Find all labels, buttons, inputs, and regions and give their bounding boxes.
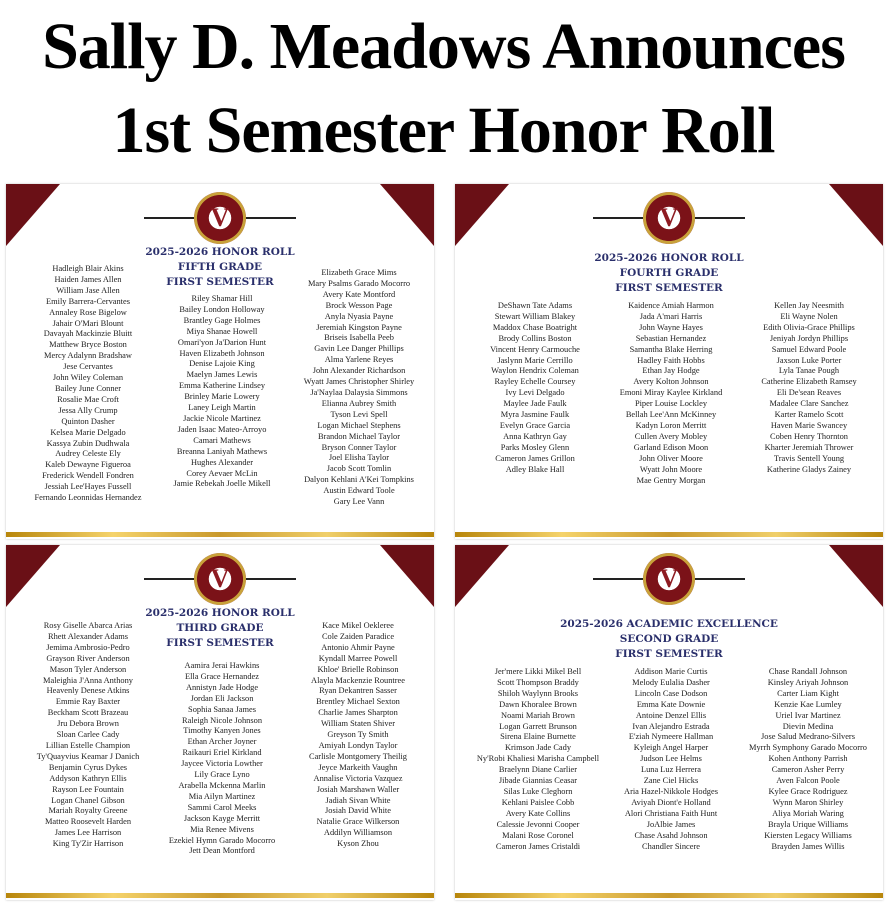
honor-roll-panel-second-grade [455, 545, 883, 900]
student-name: Mae Gentry Morgan [636, 475, 706, 485]
student-name: Matteo Roosevelt Harden [44, 817, 132, 827]
student-name: Waylon Hendrix Coleman [491, 366, 579, 376]
student-name: Haven Elizabeth Johnson [179, 348, 265, 358]
student-name: Jese Cervantes [63, 362, 113, 372]
student-name: Bailey London Holloway [179, 304, 265, 314]
student-name: Riley Shamar Hill [191, 294, 253, 303]
title-line: FIRST SEMESTER [615, 282, 723, 294]
student-name: Evelyn Grace Garcia [499, 420, 571, 430]
student-name: Tyson Levi Spell [330, 409, 388, 419]
student-name: Sloan Carlee Cady [56, 730, 120, 740]
student-name: Quinton Dasher [61, 416, 115, 426]
student-name: Chandler Sincere [642, 841, 700, 851]
student-name: Matthew Bryce Boston [49, 340, 127, 350]
student-name: Dawn Khoralee Brown [499, 699, 577, 709]
student-name: Beckham Scott Brazeau [47, 708, 129, 718]
title-line: FIFTH GRADE [177, 261, 263, 273]
student-name: Coben Henry Thornton [769, 431, 848, 441]
gold-border [455, 532, 883, 537]
student-name: Greyson Ty Smith [327, 730, 389, 740]
student-name: Annaley Rose Bigelow [49, 307, 127, 317]
student-name: Mia Renee Mivens [190, 824, 254, 834]
student-name: Ella Grace Hernandez [185, 671, 259, 681]
student-name: Antoine Denzel Ellis [635, 710, 707, 720]
student-name: Malani Rose Coronel [502, 830, 574, 840]
student-name: Rayley Echelle Coursey [494, 377, 576, 387]
name-column-2 [152, 294, 292, 490]
student-name: Brandon Michael Taylor [317, 431, 401, 441]
gold-border [6, 893, 434, 898]
student-name: Alayla Mackenzie Rountree [311, 675, 405, 685]
student-name: Sebastian Hernandez [635, 333, 707, 343]
student-name: Eli Wayne Nolen [780, 311, 838, 321]
student-name: Carlisle Montgomery Theilig [308, 751, 407, 761]
panel-title [455, 617, 883, 662]
divider-rule [690, 578, 745, 580]
student-name: Kiersten Legacy Williams [764, 830, 852, 840]
student-name: Jordan Eli Jackson [190, 693, 254, 703]
student-name: Logan Michael Stephens [317, 420, 401, 430]
title-line: FIRST SEMESTER [615, 648, 723, 660]
title-line: 2025-2026 HONOR ROLL [145, 246, 295, 258]
student-name: Kyson Zhou [337, 839, 379, 849]
student-name: E'ziah Nymeere Hallman [628, 732, 714, 742]
student-name: Anyla Nyasia Payne [324, 311, 394, 321]
student-name: Cameron James Cristaldi [495, 841, 581, 851]
ribbon-left [455, 184, 509, 246]
student-name: Calessie Jevonni Cooper [496, 819, 580, 829]
honor-roll-panel-third-grade [6, 545, 434, 900]
student-name: Hadley Faith Hobbs [637, 355, 705, 365]
student-name: Briseis Isabella Peeb [324, 333, 394, 343]
student-name: Brantley Gage Holmes [183, 315, 261, 325]
student-name: William Staten Shiver [320, 719, 396, 729]
name-column-3 [735, 667, 881, 852]
student-name: Fernando Leonnidas Hernandez [34, 493, 142, 503]
student-name: Kylee Grace Rodriguez [768, 786, 848, 796]
student-name: Charlie James Sharpton [318, 708, 398, 718]
student-name: Timothy Kanyen Jones [183, 726, 261, 736]
student-name: Kehlani Paislee Cobb [501, 797, 575, 807]
seal-initial: V [210, 203, 230, 232]
student-name: Kenzie Kae Lumley [774, 699, 842, 709]
gold-border [455, 893, 883, 898]
student-name: Kassya Zubin Dudhwala [46, 438, 130, 448]
student-name: Antonio Ahmir Payne [321, 642, 395, 652]
student-name: Maleighia J'Anna Anthony [43, 675, 133, 685]
student-name: Luna Luz Herrera [641, 765, 701, 775]
title-line: SECOND GRADE [619, 633, 719, 645]
student-name: Rosalie Mae Croft [57, 394, 119, 404]
student-name: Denise Lajoie King [189, 359, 255, 369]
student-name: Jeremiah Kingston Payne [316, 322, 402, 332]
student-name: Kinsley Ariyah Johnson [767, 677, 849, 687]
title-line: 2025-2026 ACADEMIC EXCELLENCE [560, 618, 778, 630]
headline-line2: 1st Semester Honor Roll [112, 94, 775, 167]
seal-initial: V [210, 564, 230, 593]
student-name: Jett Dean Montford [189, 846, 255, 856]
student-name: Breanna Laniyah Mathews [176, 446, 268, 456]
name-column-1 [463, 667, 613, 852]
title-line: THIRD GRADE [176, 622, 264, 634]
divider-rule [144, 578, 199, 580]
student-name: Braelynn Diane Carlier [498, 765, 578, 775]
student-name: Kellen Jay Neesmith [774, 301, 844, 310]
student-name: Corey Aevaer McLin [186, 468, 258, 478]
title-line: 2025-2026 HONOR ROLL [145, 607, 295, 619]
student-name: Bryson Conner Taylor [321, 442, 397, 452]
divider-rule [241, 217, 296, 219]
student-name: Kyleigh Angel Harper [633, 743, 709, 753]
school-seal-icon [643, 192, 695, 244]
student-name: Madalee Clare Sanchez [769, 399, 849, 409]
student-name: Jose Salud Medrano-Silvers [761, 732, 855, 742]
student-name: Rhett Alexander Adams [47, 631, 128, 641]
student-name: Kadyn Loron Merritt [635, 420, 707, 430]
student-name: Gary Lee Vann [333, 497, 385, 507]
student-name: Annalise Victoria Vazquez [313, 773, 403, 783]
student-name: Myrrh Symphony Garado Mocorro [749, 743, 867, 753]
student-name: Gavin Lee Danger Phillips [314, 344, 404, 354]
student-name: John Alexander Richardson [312, 366, 406, 376]
student-name: Lincoln Case Dodson [634, 688, 708, 698]
student-name: Jadiah Sivan White [325, 795, 391, 805]
student-name: Anna Kathryn Gay [503, 431, 567, 441]
student-name: Lillian Estelle Champion [45, 740, 131, 750]
student-name: Elianna Aubrey Smith [321, 398, 397, 408]
student-name: Arabella Mckenna Marlin [178, 780, 266, 790]
student-name: Karter Ramelo Scott [774, 410, 844, 420]
student-name: Jackson Kayge Merritt [183, 813, 261, 823]
seal-initial: V [659, 564, 679, 593]
name-column-3 [286, 268, 432, 508]
student-name: Kohen Anthony Parrish [768, 754, 848, 764]
student-name: Elizabeth Grace Mims [321, 268, 397, 277]
student-name: Lyla Tanae Pough [778, 366, 840, 376]
student-name: Benjamin Cyrus Dykes [48, 762, 128, 772]
ribbon-right [380, 545, 434, 607]
name-column-2 [599, 301, 743, 486]
student-name: Dalyon Kehlani A'Kei Tompkins [304, 475, 414, 485]
student-name: Kharter Jeremiah Thrower [764, 442, 854, 452]
student-name: Uriel Ivar Martinez [775, 710, 841, 720]
student-name: Maddox Chase Boatright [492, 322, 578, 332]
student-name: Mercy Adalynn Bradshaw [44, 351, 132, 361]
student-name: Haven Marie Swancey [770, 420, 848, 430]
student-name: Jessiah Lee'Hayes Fussell [44, 482, 132, 492]
student-name: Katherine Gladys Zainey [766, 464, 852, 474]
name-column-3 [737, 301, 881, 476]
seal-initial: V [659, 203, 679, 232]
student-name: Bailey June Conner [54, 383, 122, 393]
student-name: Noami Mariah Brown [501, 710, 575, 720]
student-name: Brayla Urique Williams [768, 819, 848, 829]
student-name: Laney Leigh Martin [188, 403, 256, 413]
name-column-1 [14, 621, 162, 850]
student-name: Avery Kate Collins [505, 808, 571, 818]
student-name: Edith Olivia-Grace Phillips [763, 322, 855, 332]
student-name: Jemima Ambrosio-Pedro [46, 642, 130, 652]
honor-roll-panel-fifth-grade [6, 184, 434, 539]
name-column-2 [601, 667, 741, 852]
student-name: Ethan Archer Joyner [187, 737, 257, 747]
student-name: Haiden James Allen [54, 274, 122, 284]
student-name: Brayden James Willis [771, 841, 845, 851]
student-name: Samantha Blake Herring [629, 344, 713, 354]
school-seal-icon [194, 192, 246, 244]
student-name: Audrey Celeste Ely [55, 449, 121, 459]
student-name: Mason Tyler Anderson [49, 664, 127, 674]
student-name: Travis Sentell Young [773, 453, 845, 463]
student-name: Zane Ciel Hicks [643, 776, 699, 786]
student-name: Annistyn Jade Hodge [185, 682, 259, 692]
student-name: Jru Debora Brown [57, 719, 119, 729]
student-name: Avery Kolton Johnson [633, 377, 709, 387]
student-name: Aamira Jerai Hawkins [184, 661, 260, 670]
student-name: Wynn Maron Shirley [772, 797, 844, 807]
student-name: Kyndall Marree Powell [318, 653, 398, 663]
student-name: Ezekiel Hymn Garado Mocorro [168, 835, 276, 845]
student-name: Alori Christiana Faith Hunt [624, 808, 718, 818]
student-name: Ethan Jay Hodge [642, 366, 700, 376]
ribbon-left [6, 184, 60, 246]
headline-line1: Sally D. Meadows Announces [42, 10, 845, 83]
student-name: Jaxson Luke Porter [776, 355, 842, 365]
student-name: Jacob Scott Tomlin [326, 464, 392, 474]
name-column-2 [152, 661, 292, 857]
student-name: Jada A'mari Harris [639, 311, 703, 321]
student-name: Logan Chanel Gibson [51, 795, 125, 805]
student-name: Stewart William Blakey [494, 311, 576, 321]
name-column-1 [463, 301, 607, 476]
divider-rule [241, 578, 296, 580]
student-name: Rayson Lee Fountain [52, 784, 124, 794]
student-name: Shiloh Waylynn Brooks [497, 688, 579, 698]
student-name: Jamie Rebekah Joelle Mikell [173, 479, 271, 489]
student-name: Khloe' Brielle Robinson [317, 664, 399, 674]
student-name: Scott Thompson Braddy [497, 677, 579, 687]
student-name: Jaden Isaac Mateo-Arroyo [177, 424, 267, 434]
student-name: Adley Blake Hall [505, 464, 565, 474]
student-name: Maylee Jade Faulk [503, 399, 567, 409]
divider-rule [690, 217, 745, 219]
student-name: Melody Eulalia Dasher [632, 677, 710, 687]
student-name: Sirena Elaine Burnette [500, 732, 576, 742]
student-name: Myra Jasmine Faulk [500, 410, 570, 420]
student-name: Alma Yarlene Reyes [324, 355, 394, 365]
student-name: Aria Hazel-Nikkole Hodges [624, 786, 718, 796]
student-name: John Wiley Coleman [52, 373, 124, 383]
student-name: Eli De'sean Reaves [776, 388, 842, 398]
student-name: Kaidence Amiah Harmon [628, 301, 714, 310]
student-name: Josiah David White [325, 806, 391, 816]
student-name: Raikauri Eriel Kirkland [182, 748, 262, 758]
student-name: Emma Kate Downie [636, 699, 706, 709]
student-name: Mariah Royalty Greene [48, 806, 128, 816]
student-name: Jackie Nicole Martinez [183, 413, 261, 423]
student-name: Cameron Asher Perry [771, 765, 845, 775]
student-name: Parks Mosley Glenn [500, 442, 570, 452]
student-name: Ty'Quayvius Keamar J Danich [36, 751, 140, 761]
student-name: Aviyah Diont'e Holland [631, 797, 711, 807]
student-name: Joel Elisha Taylor [328, 453, 390, 463]
student-name: James Lee Harrison [54, 828, 122, 838]
student-name: Brock Wesson Page [325, 300, 393, 310]
student-name: Cole Zaiden Paradice [321, 631, 395, 641]
student-name: King Ty'Zir Harrison [52, 839, 124, 849]
student-name: Miya Shanae Howell [186, 326, 258, 336]
title-line: 2025-2026 HONOR ROLL [594, 252, 744, 264]
student-name: William Jase Allen [56, 285, 120, 295]
ribbon-left [6, 545, 60, 607]
student-name: Brody Collins Boston [498, 333, 572, 343]
student-name: Davayah Mackinzie Bluitt [43, 329, 133, 339]
school-seal-icon [643, 553, 695, 605]
student-name: Jaycee Victoria Lowther [181, 759, 263, 769]
student-name: Cameron James Grillon [495, 453, 575, 463]
student-name: Wyatt John Moore [639, 464, 703, 474]
student-name: Lily Grace Lyno [194, 770, 250, 780]
student-name: Aliya Moriah Waring [772, 808, 844, 818]
ribbon-left [455, 545, 509, 607]
student-name: Ivan Alejandro Estrada [632, 721, 710, 731]
student-name: Kelsea Marie Delgado [50, 427, 126, 437]
student-name: Sammi Carol Meeks [187, 802, 257, 812]
student-name: Aven Falcon Poole [776, 776, 840, 786]
divider-rule [593, 217, 648, 219]
panel-title [455, 251, 883, 296]
student-name: Kace Mikel Oekleree [322, 621, 394, 630]
divider-rule [593, 578, 648, 580]
student-name: Brinley Marie Lowery [184, 392, 260, 402]
student-name: Ryan Dekantren Sasser [319, 686, 397, 696]
student-name: Austin Edward Toole [323, 486, 395, 496]
student-name: Raleigh Nicole Johnson [181, 715, 263, 725]
title-line: FOURTH GRADE [619, 267, 719, 279]
student-name: DeShawn Tate Adams [497, 301, 573, 310]
student-name: Avery Kate Montford [322, 289, 396, 299]
name-column-1 [18, 264, 158, 504]
student-name: Jahair O'Mari Blount [52, 318, 124, 328]
student-name: Frederick Wendell Fondren [42, 471, 134, 481]
student-name: JoAlbie James [646, 819, 696, 829]
student-name: Natalie Grace Wilkerson [316, 817, 400, 827]
student-name: Jibade Giannias Ceasar [498, 776, 578, 786]
student-name: Maelyn James Lewis [186, 370, 258, 380]
student-name: Addison Marie Curtis [634, 667, 708, 676]
student-name: Silas Luke Cleghorn [503, 786, 573, 796]
student-name: Wyatt James Christopher Shirley [303, 377, 415, 387]
title-line: FIRST SEMESTER [166, 276, 274, 288]
student-name: Omari'yon Ja'Darion Hunt [177, 337, 267, 347]
student-name: Emma Katherine Lindsey [178, 381, 266, 391]
student-name: Emily Barrera-Cervantes [46, 296, 130, 306]
student-name: Ivy Levi Delgado [505, 388, 565, 398]
student-name: Heavenly Denese Atkins [46, 686, 130, 696]
student-name: John Oliver Moore [639, 453, 703, 463]
student-name: Amiyah Londyn Taylor [318, 740, 398, 750]
gold-border [6, 532, 434, 537]
student-name: Grayson River Anderson [46, 653, 130, 663]
student-name: Samuel Edward Poole [771, 344, 847, 354]
student-name: Mia Ailyn Martinez [188, 791, 256, 801]
ribbon-right [829, 184, 883, 246]
student-name: Jer'mere Likki Mikel Bell [494, 667, 582, 676]
student-name: Rosy Giselle Abarca Arias [43, 621, 133, 630]
student-name: Jessa Ally Crump [58, 405, 118, 415]
student-name: Mary Psalms Garado Mocorro [307, 278, 411, 288]
student-name: Dievin Medina [782, 721, 834, 731]
student-name: Logan Garrett Brunson [499, 721, 577, 731]
student-name: Kaleb Dewayne Figueroa [45, 460, 131, 470]
ribbon-right [829, 545, 883, 607]
honor-roll-panel-fourth-grade [455, 184, 883, 539]
student-name: Brentley Michael Sexton [316, 697, 400, 707]
student-name: Jeniyah Jordyn Phillips [769, 333, 849, 343]
student-name: Catherine Elizabeth Ramsey [761, 377, 857, 387]
student-name: Cullen Avery Mobley [634, 431, 708, 441]
student-name: Carter Liam Kight [777, 688, 839, 698]
student-name: Emoni Miray Kaylee Kirkland [619, 388, 723, 398]
school-seal-icon [194, 553, 246, 605]
student-name: Ny'Robi Khaliesi Marisha Campbell [476, 754, 600, 764]
student-name: Piper Louise Lockley [634, 399, 708, 409]
student-name: Judson Lee Helms [640, 754, 702, 764]
ribbon-right [380, 184, 434, 246]
student-name: Krimson Jade Cady [504, 743, 572, 753]
divider-rule [144, 217, 199, 219]
student-name: Sophia Sanaa James [188, 704, 256, 714]
student-name: John Wayne Hayes [639, 322, 703, 332]
title-line: FIRST SEMESTER [166, 637, 274, 649]
student-name: Josiah Marshawn Waller [316, 784, 400, 794]
student-name: Addilyn Williamson [323, 828, 393, 838]
student-name: Jeyce Markeith Vaughn [318, 762, 398, 772]
student-name: Hughes Alexander [190, 457, 254, 467]
student-name: Garland Edison Moon [633, 442, 709, 452]
student-name: Emmie Ray Baxter [55, 697, 121, 707]
student-name: Addyson Kathryn Ellis [49, 773, 127, 783]
student-name: Hadleigh Blair Akins [52, 264, 124, 273]
student-name: Chase Asahd Johnson [634, 830, 708, 840]
student-name: Camari Mathews [193, 435, 251, 445]
student-name: Jaslynn Marie Cerrillo [497, 355, 573, 365]
student-name: Ja'Naylaa Dalaysia Simmons [310, 387, 408, 397]
student-name: Chase Randall Johnson [768, 667, 848, 676]
name-column-3 [284, 621, 432, 850]
student-name: Vincent Henry Carmouche [490, 344, 580, 354]
student-name: Bellah Lee'Ann McKinney [625, 410, 717, 420]
